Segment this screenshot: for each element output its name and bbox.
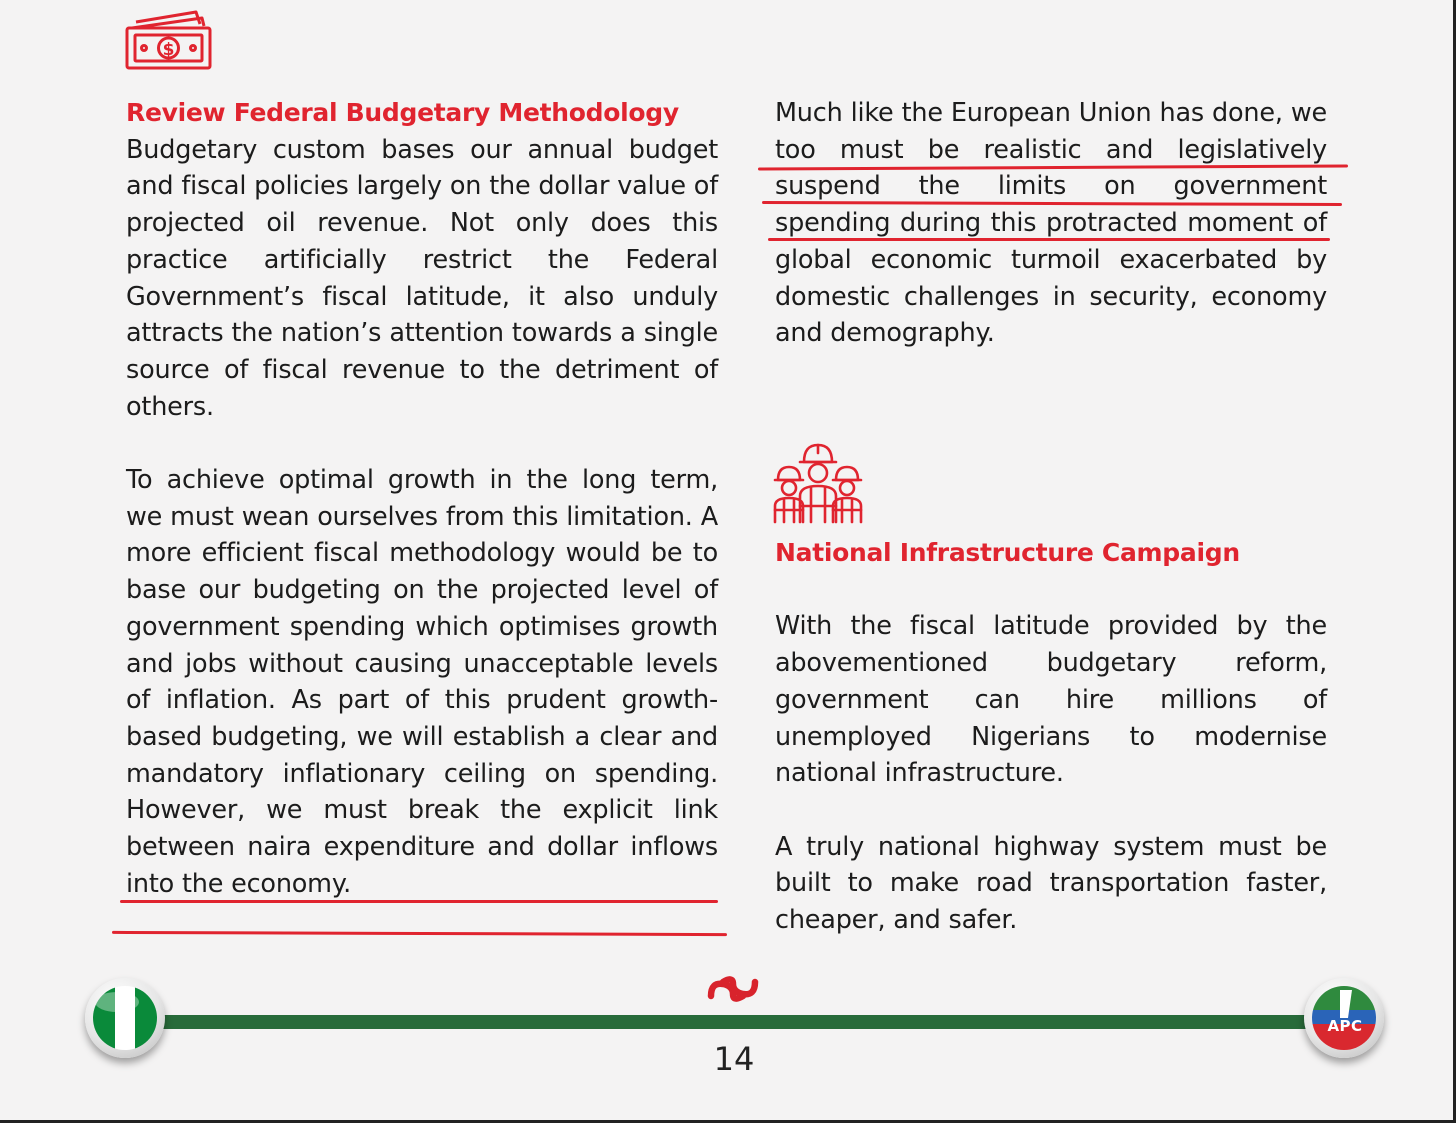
paragraph-european-union: Much like the European Union has done, we too must be realistic and legislatively suspend the limits on government spending during this protracted moment of global economic turmoil exacerbated by domestic challenges in security, economy and demography.	[775, 98, 1327, 349]
highlight-underline	[768, 238, 1330, 241]
nigeria-flag-icon	[85, 978, 165, 1058]
paragraph-budgetary-custom: Budgetary custom bases our annual budget and fiscal policies largely on the dollar value of projected oil revenue. Not only does this practice artificially restrict the Federal Government’s fiscal latitude, it also unduly attracts the nation’s attention towards a single source of fiscal revenue to the detriment of others.	[126, 134, 718, 422]
paragraph-gap	[775, 792, 1327, 829]
money-bill-icon	[124, 8, 214, 72]
workers-hardhat-icon	[772, 440, 864, 526]
apc-logo-text: APC	[1327, 1017, 1363, 1035]
heading-budgetary-methodology: Review Federal Budgetary Methodology	[126, 98, 679, 127]
paragraph-fiscal-latitude: With the fiscal latitude provided by the abovementioned budgetary reform, government can hire millions of unemployed Nigerians to modernise national infrastructure.	[775, 611, 1327, 789]
svg-text:$: $	[162, 40, 175, 60]
highlight-underline	[112, 931, 727, 936]
brand-knot-icon	[705, 972, 761, 1006]
paragraph-optimal-growth: To achieve optimal growth in the long term, we must wean ourselves from this limitation. A more efficient fiscal methodology would be to base our budgeting on the projected level of government spending which optimises growth and jobs without causing unacceptable levels of inflation. As part of this prudent growth-based budgeting, we will establish a clear and mandatory inflationary ceiling on spending. However, we must break the explicit link between naira expenditure and dollar inflows into the economy.	[126, 465, 718, 899]
right-column-infrastructure	[775, 535, 1327, 939]
right-column	[775, 95, 1327, 352]
page-number: 14	[713, 1040, 755, 1078]
nigeria-flag-medallion	[85, 978, 165, 1058]
paragraph-gap	[126, 425, 718, 462]
heading-infrastructure-campaign: National Infrastructure Campaign	[775, 538, 1240, 567]
footer-divider-bar	[150, 1015, 1325, 1029]
paragraph-gap	[775, 572, 1327, 609]
highlight-underline	[120, 900, 718, 903]
paragraph-highway-system: A truly national highway system must be built to make road transportation faster, cheaper, and safer.	[775, 831, 1327, 935]
left-column	[126, 95, 718, 902]
